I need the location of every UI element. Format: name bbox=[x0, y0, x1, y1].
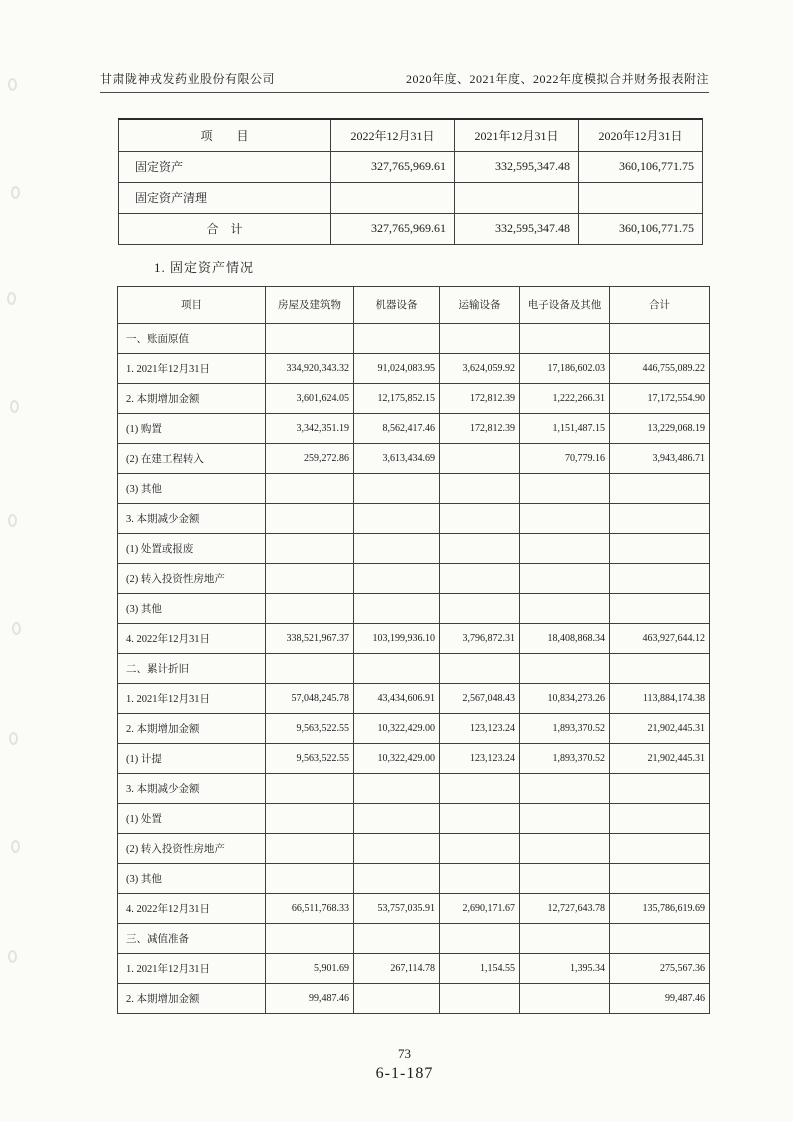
cell-value: 446,755,089.22 bbox=[610, 353, 710, 383]
cell-value bbox=[266, 533, 354, 563]
row-label: 2. 本期增加金额 bbox=[118, 383, 266, 413]
cell-value: 13,229,068.19 bbox=[610, 413, 710, 443]
cell-value: 70,779.16 bbox=[520, 443, 610, 473]
cell-value: 1,222,266.31 bbox=[520, 383, 610, 413]
scan-artifact bbox=[11, 186, 20, 199]
cell-value bbox=[610, 473, 710, 503]
cell-value bbox=[266, 563, 354, 593]
scan-artifact bbox=[11, 840, 20, 853]
cell-value: 360,106,771.75 bbox=[579, 213, 703, 244]
cell-value: 332,595,347.48 bbox=[455, 213, 579, 244]
cell-value bbox=[520, 533, 610, 563]
row-label: 固定资产 bbox=[119, 151, 331, 182]
cell-value bbox=[440, 923, 520, 953]
cell-value: 2,567,048.43 bbox=[440, 683, 520, 713]
scan-artifact bbox=[12, 622, 21, 635]
row-label: (1) 计提 bbox=[118, 743, 266, 773]
cell-value: 275,567.36 bbox=[610, 953, 710, 983]
column-header: 2021年12月31日 bbox=[455, 119, 579, 151]
row-label: (1) 购置 bbox=[118, 413, 266, 443]
cell-value bbox=[610, 503, 710, 533]
cell-value bbox=[610, 533, 710, 563]
cell-value bbox=[354, 563, 440, 593]
table-row bbox=[118, 533, 710, 563]
cell-value bbox=[266, 863, 354, 893]
cell-value bbox=[520, 653, 610, 683]
table-row bbox=[118, 563, 710, 593]
cell-value bbox=[440, 443, 520, 473]
table-row bbox=[118, 683, 710, 713]
fixed-assets-detail-table bbox=[117, 286, 710, 1014]
column-header: 合计 bbox=[610, 286, 710, 323]
row-label: 3. 本期减少金额 bbox=[118, 503, 266, 533]
row-label: (2) 在建工程转入 bbox=[118, 443, 266, 473]
cell-value bbox=[266, 323, 354, 353]
cell-value: 12,175,852.15 bbox=[354, 383, 440, 413]
scan-artifact bbox=[9, 732, 18, 745]
table-row bbox=[118, 983, 710, 1013]
cell-value bbox=[331, 182, 455, 213]
doc-number: 6-1-187 bbox=[375, 1065, 434, 1082]
cell-value bbox=[440, 563, 520, 593]
cell-value: 3,342,351.19 bbox=[266, 413, 354, 443]
cell-value bbox=[610, 563, 710, 593]
table-row bbox=[118, 893, 710, 923]
cell-value: 123,123.24 bbox=[440, 743, 520, 773]
cell-value bbox=[520, 773, 610, 803]
company-name: 甘肃陇神戎发药业股份有限公司 bbox=[100, 72, 276, 86]
table-row bbox=[118, 653, 710, 683]
cell-value bbox=[440, 983, 520, 1013]
cell-value bbox=[266, 773, 354, 803]
column-header: 2022年12月31日 bbox=[331, 119, 455, 151]
cell-value: 17,186,602.03 bbox=[520, 353, 610, 383]
report-title: 2020年度、2021年度、2022年度模拟合并财务报表附注 bbox=[405, 72, 709, 86]
cell-value bbox=[520, 563, 610, 593]
summary-table-body bbox=[119, 151, 703, 244]
cell-value: 43,434,606.91 bbox=[354, 683, 440, 713]
cell-value: 360,106,771.75 bbox=[579, 151, 703, 182]
cell-value: 2,690,171.67 bbox=[440, 893, 520, 923]
cell-value bbox=[354, 653, 440, 683]
cell-value bbox=[520, 923, 610, 953]
cell-value: 327,765,969.61 bbox=[331, 151, 455, 182]
cell-value bbox=[354, 773, 440, 803]
cell-value bbox=[520, 863, 610, 893]
cell-value bbox=[266, 503, 354, 533]
cell-value bbox=[354, 983, 440, 1013]
cell-value bbox=[520, 803, 610, 833]
row-label: 合 计 bbox=[119, 213, 331, 244]
table-row bbox=[118, 803, 710, 833]
cell-value: 259,272.86 bbox=[266, 443, 354, 473]
cell-value bbox=[354, 803, 440, 833]
cell-value bbox=[354, 863, 440, 893]
cell-value: 10,322,429.00 bbox=[354, 713, 440, 743]
table-row bbox=[118, 383, 710, 413]
cell-value: 123,123.24 bbox=[440, 713, 520, 743]
row-label: 2. 本期增加金额 bbox=[118, 713, 266, 743]
column-header: 房屋及建筑物 bbox=[266, 286, 354, 323]
row-label: (3) 其他 bbox=[118, 863, 266, 893]
row-label: 4. 2022年12月31日 bbox=[118, 893, 266, 923]
cell-value bbox=[610, 833, 710, 863]
cell-value bbox=[520, 833, 610, 863]
cell-value: 113,884,174.38 bbox=[610, 683, 710, 713]
scan-artifact bbox=[8, 78, 17, 91]
cell-value bbox=[579, 182, 703, 213]
table-row bbox=[118, 923, 710, 953]
cell-value bbox=[354, 323, 440, 353]
row-label: 固定资产清理 bbox=[119, 182, 331, 213]
cell-value bbox=[354, 833, 440, 863]
table-row bbox=[118, 413, 710, 443]
cell-value: 9,563,522.55 bbox=[266, 743, 354, 773]
cell-value: 338,521,967.37 bbox=[266, 623, 354, 653]
cell-value: 99,487.46 bbox=[266, 983, 354, 1013]
cell-value: 10,834,273.26 bbox=[520, 683, 610, 713]
table-row bbox=[118, 473, 710, 503]
table-row bbox=[118, 353, 710, 383]
cell-value: 66,511,768.33 bbox=[266, 893, 354, 923]
row-label: 一、账面原值 bbox=[118, 323, 266, 353]
cell-value bbox=[610, 923, 710, 953]
cell-value: 3,613,434.69 bbox=[354, 443, 440, 473]
cell-value bbox=[610, 653, 710, 683]
table-row bbox=[118, 623, 710, 653]
cell-value bbox=[455, 182, 579, 213]
cell-value bbox=[440, 593, 520, 623]
cell-value bbox=[354, 503, 440, 533]
row-label: (3) 其他 bbox=[118, 593, 266, 623]
cell-value bbox=[440, 833, 520, 863]
row-label: 4. 2022年12月31日 bbox=[118, 623, 266, 653]
cell-value bbox=[266, 923, 354, 953]
cell-value bbox=[440, 803, 520, 833]
cell-value bbox=[520, 983, 610, 1013]
cell-value bbox=[610, 323, 710, 353]
detail-table-header-row bbox=[118, 286, 710, 323]
row-label: 3. 本期减少金额 bbox=[118, 773, 266, 803]
cell-value: 21,902,445.31 bbox=[610, 713, 710, 743]
table-row bbox=[118, 773, 710, 803]
cell-value: 18,408,868.34 bbox=[520, 623, 610, 653]
table-row bbox=[118, 743, 710, 773]
cell-value bbox=[610, 773, 710, 803]
cell-value bbox=[440, 653, 520, 683]
document-footer bbox=[100, 1046, 709, 1083]
cell-value bbox=[440, 323, 520, 353]
column-header: 项目 bbox=[118, 286, 266, 323]
row-label: (2) 转入投资性房地产 bbox=[118, 833, 266, 863]
cell-value: 12,727,643.78 bbox=[520, 893, 610, 923]
cell-value: 99,487.46 bbox=[610, 983, 710, 1013]
cell-value bbox=[354, 923, 440, 953]
cell-value bbox=[520, 503, 610, 533]
row-label: 1. 2021年12月31日 bbox=[118, 953, 266, 983]
cell-value: 57,048,245.78 bbox=[266, 683, 354, 713]
cell-value: 8,562,417.46 bbox=[354, 413, 440, 443]
cell-value: 3,624,059.92 bbox=[440, 353, 520, 383]
row-label: 二、累计折旧 bbox=[118, 653, 266, 683]
table-row bbox=[118, 833, 710, 863]
table-row bbox=[119, 182, 703, 213]
column-header: 2020年12月31日 bbox=[579, 119, 703, 151]
cell-value bbox=[354, 533, 440, 563]
cell-value: 334,920,343.32 bbox=[266, 353, 354, 383]
column-header: 机器设备 bbox=[354, 286, 440, 323]
cell-value bbox=[520, 473, 610, 503]
cell-value bbox=[440, 503, 520, 533]
cell-value: 1,893,370.52 bbox=[520, 713, 610, 743]
cell-value: 1,154.55 bbox=[440, 953, 520, 983]
summary-table-header-row bbox=[119, 119, 703, 151]
cell-value bbox=[354, 473, 440, 503]
table-row bbox=[118, 503, 710, 533]
cell-value bbox=[266, 473, 354, 503]
column-header: 运输设备 bbox=[440, 286, 520, 323]
table-row bbox=[119, 213, 703, 244]
scan-artifact bbox=[7, 292, 16, 305]
cell-value: 3,601,624.05 bbox=[266, 383, 354, 413]
row-label: (3) 其他 bbox=[118, 473, 266, 503]
fixed-assets-summary-table bbox=[118, 118, 703, 245]
cell-value: 1,395.34 bbox=[520, 953, 610, 983]
table-row bbox=[118, 863, 710, 893]
table-row bbox=[118, 713, 710, 743]
document-header bbox=[100, 70, 709, 93]
cell-value: 17,172,554.90 bbox=[610, 383, 710, 413]
row-label: (1) 处置 bbox=[118, 803, 266, 833]
cell-value: 332,595,347.48 bbox=[455, 151, 579, 182]
cell-value: 53,757,035.91 bbox=[354, 893, 440, 923]
table-row bbox=[119, 151, 703, 182]
row-label: (2) 转入投资性房地产 bbox=[118, 563, 266, 593]
cell-value bbox=[440, 533, 520, 563]
row-label: 1. 2021年12月31日 bbox=[118, 353, 266, 383]
table-row bbox=[118, 593, 710, 623]
column-header: 项 目 bbox=[119, 119, 331, 151]
section-title: 1. 固定资产情况 bbox=[154, 259, 255, 275]
row-label: 三、减值准备 bbox=[118, 923, 266, 953]
page-number: 73 bbox=[398, 1046, 411, 1061]
cell-value: 10,322,429.00 bbox=[354, 743, 440, 773]
row-label: 1. 2021年12月31日 bbox=[118, 683, 266, 713]
cell-value: 5,901.69 bbox=[266, 953, 354, 983]
cell-value: 1,151,487.15 bbox=[520, 413, 610, 443]
table-row bbox=[118, 443, 710, 473]
column-header: 电子设备及其他 bbox=[520, 286, 610, 323]
cell-value bbox=[266, 653, 354, 683]
table-row bbox=[118, 323, 710, 353]
cell-value bbox=[440, 863, 520, 893]
scan-artifact bbox=[8, 950, 17, 963]
cell-value bbox=[266, 593, 354, 623]
row-label: (1) 处置或报废 bbox=[118, 533, 266, 563]
scan-artifact bbox=[10, 400, 19, 413]
cell-value: 172,812.39 bbox=[440, 383, 520, 413]
cell-value bbox=[610, 593, 710, 623]
cell-value: 172,812.39 bbox=[440, 413, 520, 443]
cell-value: 327,765,969.61 bbox=[331, 213, 455, 244]
cell-value: 103,199,936.10 bbox=[354, 623, 440, 653]
cell-value bbox=[440, 773, 520, 803]
cell-value: 463,927,644.12 bbox=[610, 623, 710, 653]
row-label: 2. 本期增加金额 bbox=[118, 983, 266, 1013]
cell-value bbox=[266, 833, 354, 863]
cell-value: 91,024,083.95 bbox=[354, 353, 440, 383]
cell-value: 267,114.78 bbox=[354, 953, 440, 983]
scan-artifact bbox=[8, 514, 17, 527]
cell-value bbox=[266, 803, 354, 833]
cell-value: 21,902,445.31 bbox=[610, 743, 710, 773]
cell-value: 9,563,522.55 bbox=[266, 713, 354, 743]
cell-value bbox=[520, 593, 610, 623]
cell-value bbox=[354, 593, 440, 623]
cell-value: 135,786,619.69 bbox=[610, 893, 710, 923]
cell-value bbox=[610, 803, 710, 833]
cell-value bbox=[440, 473, 520, 503]
cell-value: 3,943,486.71 bbox=[610, 443, 710, 473]
cell-value: 3,796,872.31 bbox=[440, 623, 520, 653]
cell-value: 1,893,370.52 bbox=[520, 743, 610, 773]
detail-table-body bbox=[118, 323, 710, 1013]
cell-value bbox=[520, 323, 610, 353]
cell-value bbox=[610, 863, 710, 893]
table-row bbox=[118, 953, 710, 983]
